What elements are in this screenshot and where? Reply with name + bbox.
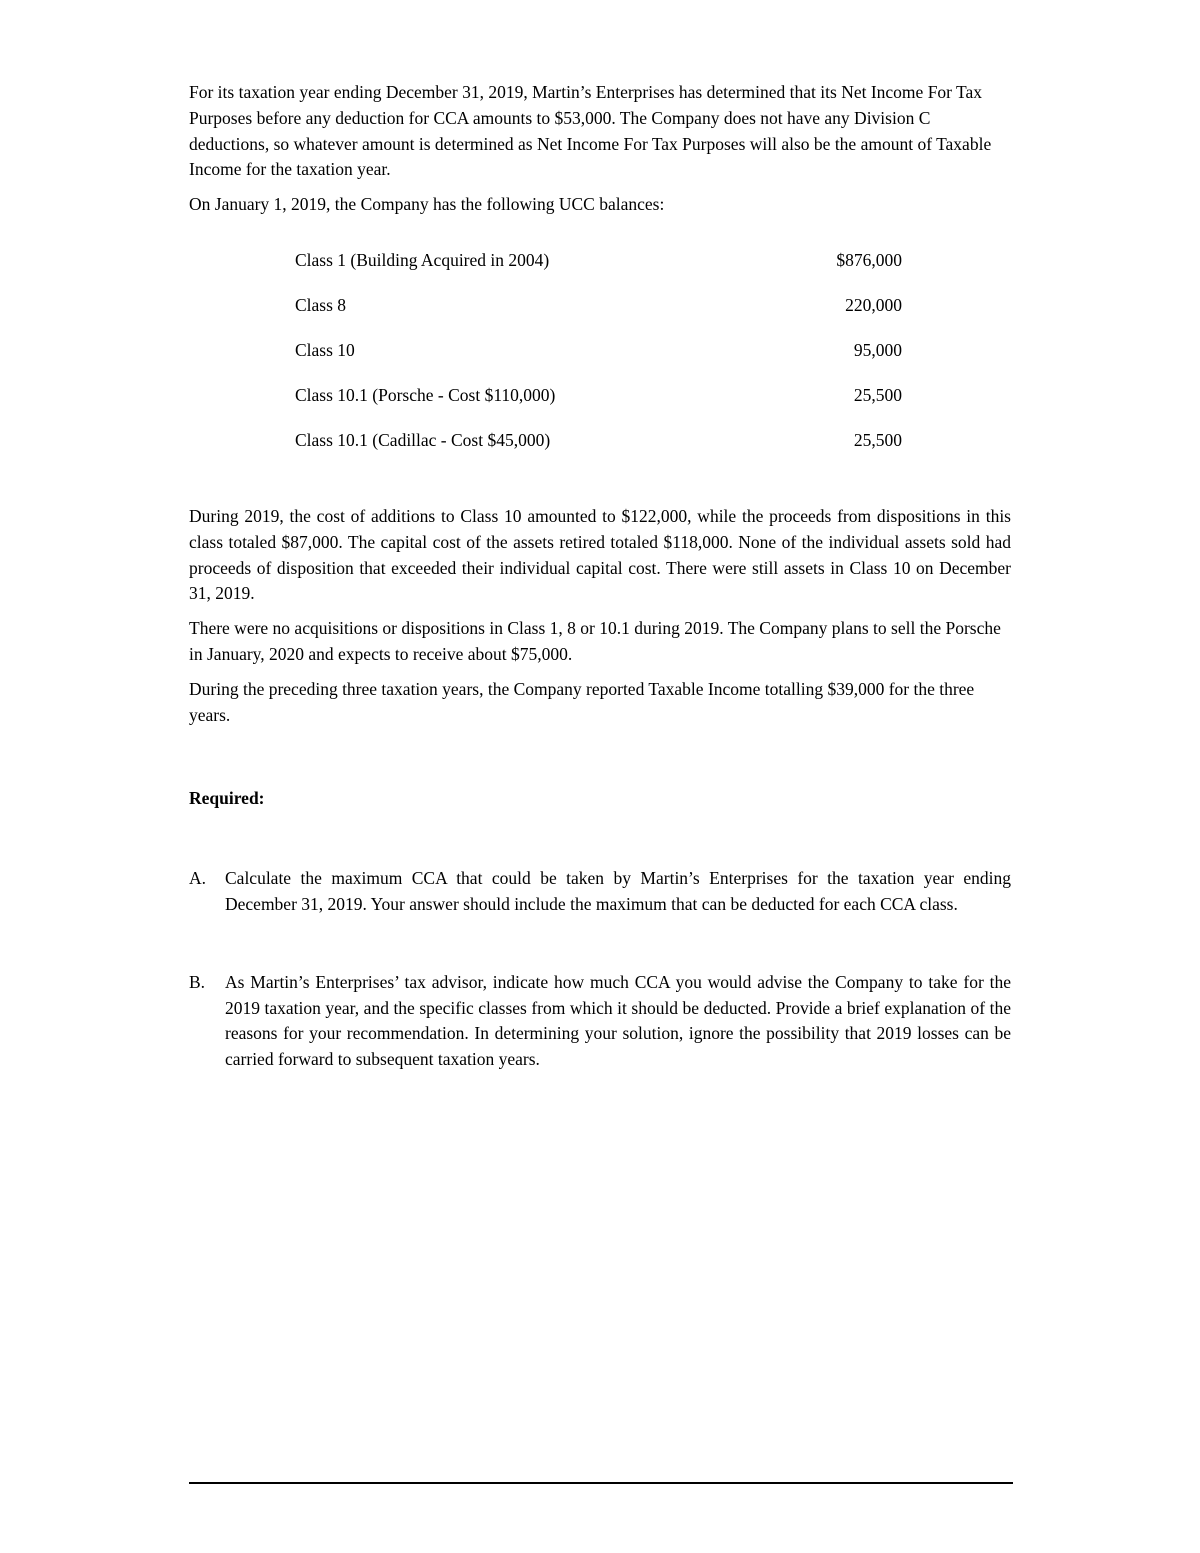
ucc-row (295, 338, 902, 383)
ucc-class-amount: 25,500 (853, 384, 902, 405)
ucc-class-amount: 95,000 (853, 339, 902, 360)
ucc-row (295, 383, 902, 428)
question-letter: B. (189, 971, 206, 992)
ucc-class-label: Class 10 (295, 339, 355, 360)
ucc-balances-table (295, 248, 902, 473)
question-text: Calculate the maximum CCA that could be taken by Martin’s Enterprises for the taxation year ending December 31, 2019. Your answer should include the maximum that can be deducted for each CCA class. (225, 868, 1011, 914)
no-acquisitions-paragraph: There were no acquisitions or dispositions in Class 1, 8 or 10.1 during 2019. The Company plans to sell the Porsche in January, 2020 and expects to receive about $75,000. (189, 618, 1001, 664)
ucc-class-label: Class 10.1 (Porsche - Cost $110,000) (295, 384, 556, 405)
ucc-row (295, 293, 902, 338)
intro-paragraph: For its taxation year ending December 31, 2019, Martin’s Enterprises has determined that its Net Income For Tax Purposes before any deduction for CCA amounts to $53,000. The Company does not have any Division C deductions, so whatever amount is determined as Net Income For Tax Purposes will also be the amount of Taxable Income for the taxation year. (189, 82, 992, 180)
ucc-class-amount: 220,000 (845, 294, 902, 315)
footer-rule (189, 1482, 1013, 1484)
ucc-row (295, 428, 902, 473)
ucc-intro-paragraph: On January 1, 2019, the Company has the following UCC balances: (189, 194, 665, 215)
ucc-class-label: Class 8 (295, 294, 347, 315)
ucc-class-label: Class 10.1 (Cadillac - Cost $45,000) (295, 429, 551, 450)
ucc-class-amount: $876,000 (836, 249, 902, 270)
class10-paragraph: During 2019, the cost of additions to Class 10 amounted to $122,000, while the proceeds from dispositions in this class totaled $87,000. The capital cost of the assets retired totaled $118,000. None of the individual assets sold had proceeds of disposition that exceeded their individual capital cost. There were still assets in Class 10 on December 31, 2019. (189, 505, 1011, 604)
ucc-row (295, 248, 902, 293)
ucc-class-amount: 25,500 (853, 429, 902, 450)
spacer (189, 473, 1011, 504)
preceding-years-paragraph: During the preceding three taxation years, the Company reported Taxable Income totalling $39,000 for the three years. (189, 678, 975, 725)
question-a (189, 866, 1011, 918)
required-heading: Required: (189, 788, 265, 809)
question-b (189, 970, 1011, 1073)
document-page (189, 80, 1011, 1073)
question-text: As Martin’s Enterprises’ tax advisor, indicate how much CCA you would advise the Company to take for the 2019 taxation year, and the specific classes from which it should be deducted. Provide a brief explanation of the reasons for your recommendation. In determining your solution, ignore the possibility that 2019 losses can be carried forward to subsequent taxation years. (225, 971, 1011, 1070)
question-letter: A. (189, 868, 207, 889)
ucc-class-label: Class 1 (Building Acquired in 2004) (295, 249, 550, 270)
